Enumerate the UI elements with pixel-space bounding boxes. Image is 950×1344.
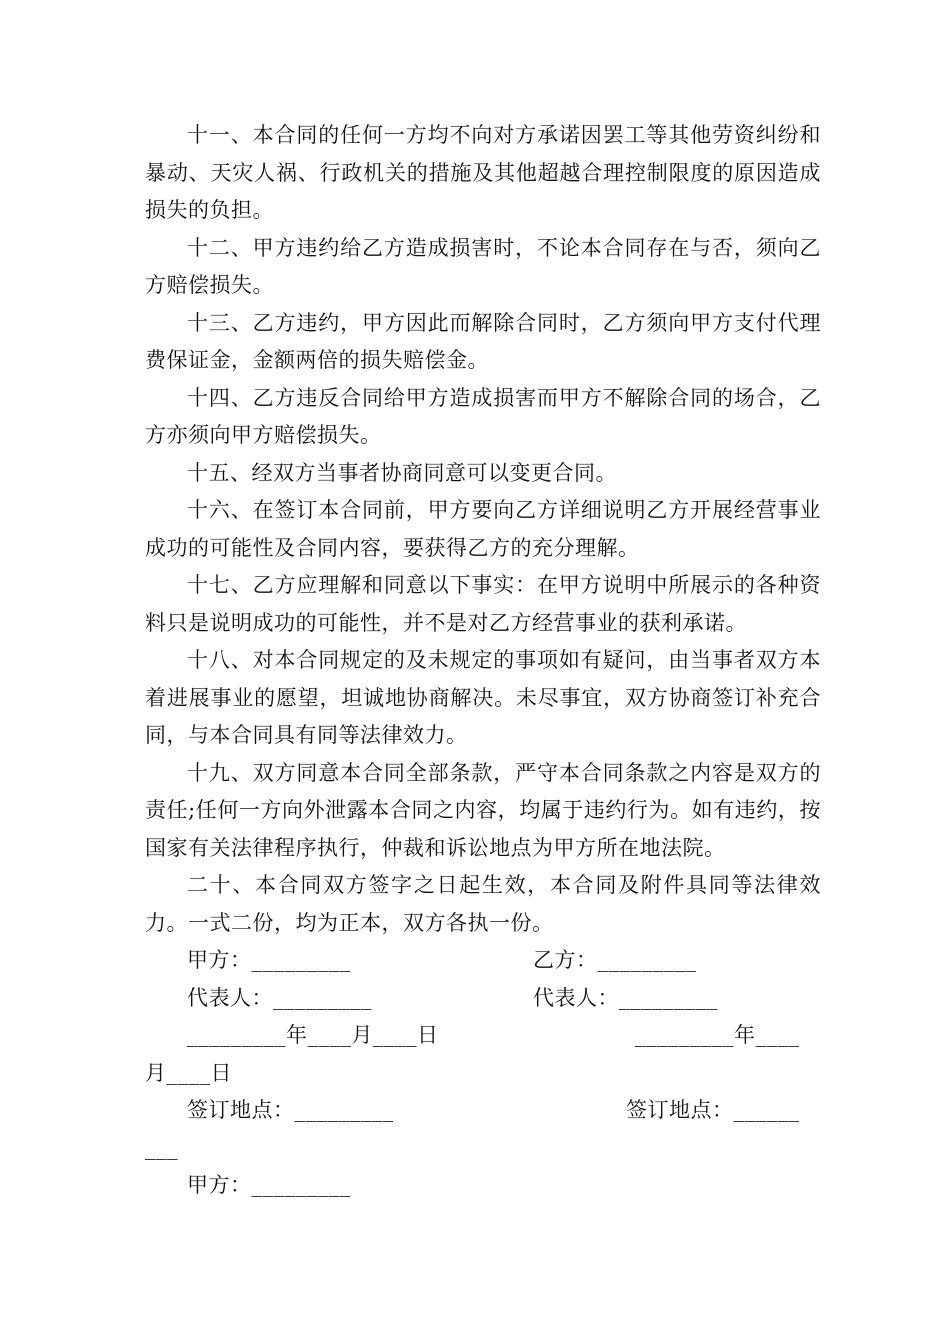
signature-row-party [145,942,821,980]
clause-11: 十一、本合同的任何一方均不向对方承诺因罢工等其他劳资纠纷和暴动、天灾人祸、行政机关的措施及其他超越合理控制限度的原因造成损失的负担。 [145,123,821,222]
signing-place-b: 签订地点：______ [626,1098,800,1122]
date-b: _________年____ [635,1023,800,1047]
representative-a: 代表人：_________ [187,985,372,1010]
clause-14: 十四、乙方违反合同给甲方造成损害而甲方不解除合同的场合，乙方亦须向甲方赔偿损失。 [145,385,821,447]
clause-20: 二十、本合同双方签字之日起生效，本合同及附件具同等法律效力。一式二份，均为正本，双方各执一份。 [145,873,821,935]
clause-17: 十七、乙方应理解和同意以下事实：在甲方说明中所展示的各种资料只是说明成功的可能性，并不是对乙方经营事业的获利承诺。 [145,573,821,635]
clause-19: 十九、双方同意本合同全部条款，严守本合同条款之内容是双方的责任;任何一方向外泄露本合同之内容，均属于违约行为。如有违约，按国家有关法律程序执行，仲裁和诉讼地点为甲方所在地法院。 [145,760,821,860]
signing-place-a: 签订地点：_________ [187,1098,394,1122]
clause-13: 十三、乙方违约，甲方因此而解除合同时，乙方须向甲方支付代理费保证金，金额两倍的损失赔偿金。 [145,310,821,372]
signature-row-date [145,1017,821,1055]
signature-row-representative [145,980,821,1018]
clause-18: 十八、对本合同规定的及未规定的事项如有疑问，由当事者双方本着进展事业的愿望，坦诚地协商解决。未尽事宜，双方协商签订补充合同，与本合同具有同等法律效力。 [145,648,821,747]
party-b-signature: 乙方：_________ [533,948,697,972]
party-a-signature: 甲方：_________ [187,948,351,972]
clause-15: 十五、经双方当事者协商同意可以变更合同。 [187,460,617,485]
representative-b: 代表人：_________ [533,985,718,1010]
signature-row-place [145,1092,821,1130]
clause-12: 十二、甲方违约给乙方造成损害时，不论本合同存在与否，须向乙方赔偿损失。 [145,235,821,297]
clause-16: 十六、在签订本合同前，甲方要向乙方详细说明乙方开展经营事业成功的可能性及合同内容，要获得乙方的充分理解。 [145,498,821,560]
signature-row-party-repeat [145,1167,821,1205]
contract-body [145,117,821,1205]
party-a-signature-repeat: 甲方：_________ [187,1173,351,1197]
date-a: _________年____月____日 [187,1023,439,1047]
signing-place-b-continuation: ___ [145,1135,178,1160]
date-b-continuation: 月____日 [145,1060,232,1085]
